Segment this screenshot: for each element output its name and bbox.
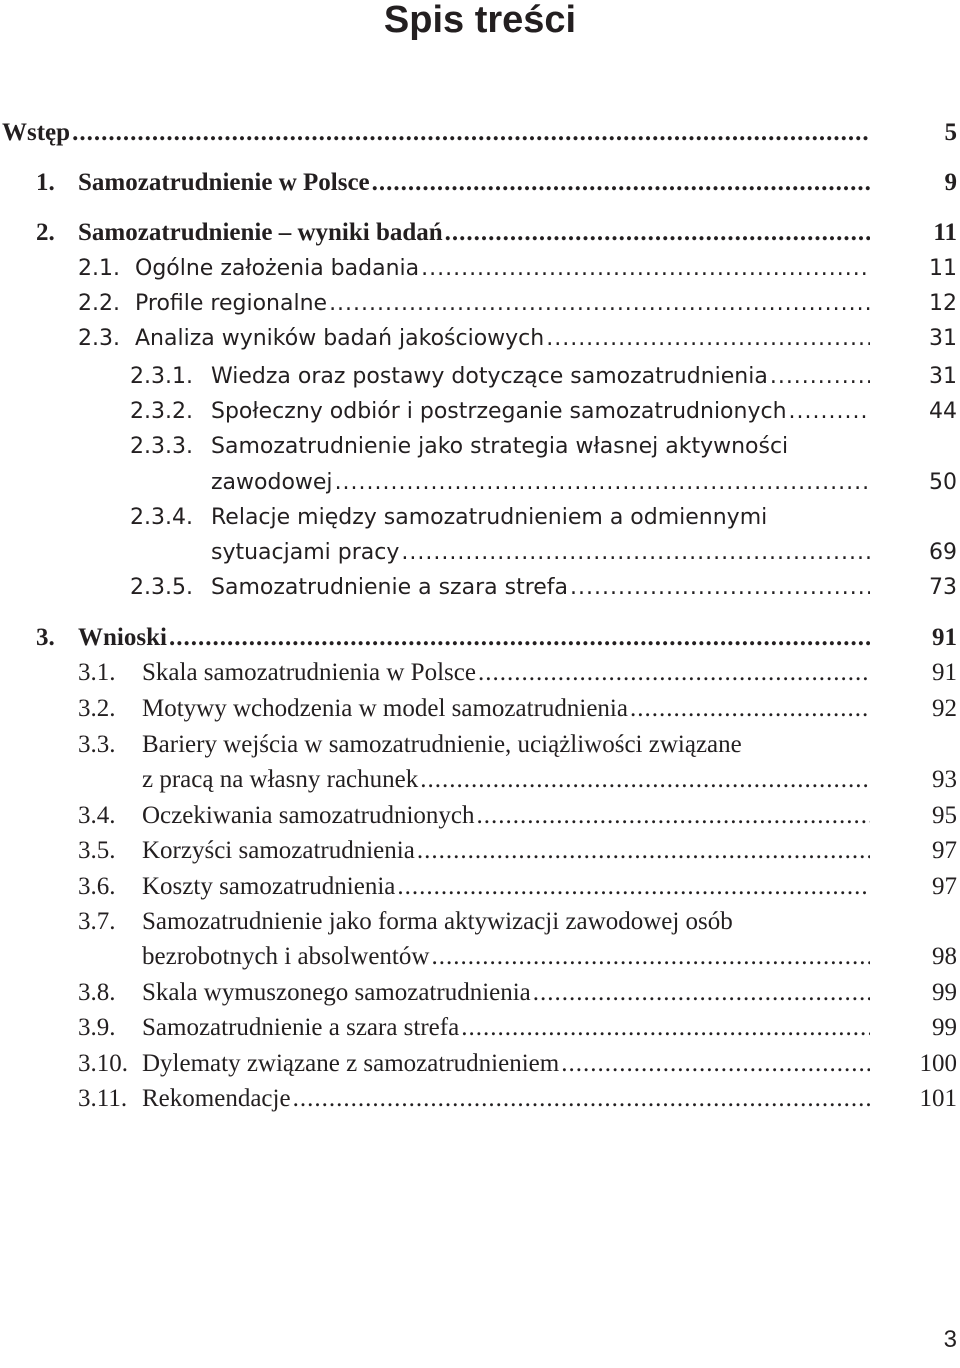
toc-entry-leader [142, 692, 870, 726]
toc-entry-continuation[interactable] [0, 536, 960, 570]
toc-entry-number: 3.10. [78, 1050, 128, 1077]
toc-entry[interactable] [0, 656, 960, 690]
toc-entry-page: 97 [932, 873, 957, 900]
toc-entry[interactable] [0, 287, 960, 321]
toc-entry-page: 11 [929, 256, 957, 281]
toc-entry-leader [142, 834, 870, 868]
toc-entry-number: 1. [36, 169, 55, 196]
toc-entry-continuation[interactable] [0, 466, 960, 500]
toc-entry[interactable] [0, 1047, 960, 1081]
toc-entry[interactable] [0, 621, 960, 655]
toc-entry[interactable] [0, 216, 960, 250]
toc-entry[interactable] [0, 322, 960, 356]
toc-entry-number: 3.1. [78, 659, 116, 686]
toc-entry-leader [142, 763, 870, 797]
toc-entry-number: 2.3.5. [130, 575, 193, 600]
toc-entry[interactable] [0, 116, 960, 150]
toc-entry-page: 93 [932, 766, 957, 793]
toc-entry-leader [2, 116, 870, 150]
toc-entry-leader [211, 360, 870, 394]
toc-entry-number: 3.9. [78, 1014, 116, 1041]
toc-entry-page: 91 [932, 624, 957, 651]
toc-entry-page: 11 [933, 219, 957, 246]
toc-entry-page: 92 [932, 695, 957, 722]
toc-entry-leader [142, 656, 870, 690]
toc-entry-page: 31 [929, 364, 957, 389]
toc-entry[interactable] [0, 834, 960, 868]
toc-entry-title: Profile regionalne [135, 291, 328, 316]
toc-entry-leader [78, 621, 870, 655]
toc-entry-title: Rekomendacje [142, 1085, 291, 1112]
toc-entry-continuation[interactable] [0, 763, 960, 797]
toc-entry[interactable] [0, 692, 960, 726]
toc-entry-page: 95 [932, 802, 957, 829]
toc-entry-title: Społeczny odbiór i postrzeganie samozatrudnionych [211, 399, 787, 424]
toc-entry-title: Oczekiwania samozatrudnionych [142, 802, 475, 829]
toc-entry-number: 2. [36, 219, 55, 246]
toc-entry-page: 44 [929, 399, 957, 424]
toc-entry-title: Samozatrudnienie jako forma aktywizacji zawodowej osób [142, 908, 733, 935]
toc-entry-title: Samozatrudnienie – wyniki badań [78, 219, 443, 246]
toc-entry-page: 100 [919, 1050, 957, 1077]
toc-entry-title-line2: z pracą na własny rachunek [142, 766, 419, 793]
toc-entry-title-line2: zawodowej [211, 470, 333, 495]
toc-entry[interactable] [0, 1082, 960, 1116]
toc-entry-title: Koszty samozatrudnienia [142, 873, 396, 900]
toc-entry-number: 3.7. [78, 908, 116, 935]
toc-entry-number: 2.3.2. [130, 399, 193, 424]
toc-entry-number: 3. [36, 624, 55, 651]
toc-entry-number: 2.3. [78, 326, 120, 351]
toc-entry-page: 9 [944, 169, 957, 196]
toc-entry-leader [142, 1047, 870, 1081]
toc-entry-page: 101 [919, 1085, 957, 1112]
toc-entry-title: Wiedza oraz postawy dotyczące samozatrudnienia [211, 364, 768, 389]
toc-entry-title: Relacje między samozatrudnieniem a odmiennymi [211, 505, 768, 530]
toc-entry-number: 3.2. [78, 695, 116, 722]
toc-entry-page: 97 [932, 837, 957, 864]
toc-entry-number: 2.1. [78, 256, 120, 281]
toc-entry-number: 3.8. [78, 979, 116, 1006]
toc-entry-leader [135, 252, 870, 286]
toc-entry-leader [211, 536, 870, 570]
toc-entry[interactable] [0, 360, 960, 394]
toc-entry-page: 99 [932, 1014, 957, 1041]
toc-entry-leader [135, 287, 870, 321]
toc-entry-page: 12 [929, 291, 957, 316]
toc-entry-leader [211, 571, 870, 605]
toc-entry-title: Samozatrudnienie a szara strefa [142, 1014, 460, 1041]
toc-entry[interactable] [0, 1011, 960, 1045]
toc-entry-leader [142, 1082, 870, 1116]
toc-entry[interactable] [0, 166, 960, 200]
toc-entry-title: Samozatrudnienie a szara strefa [211, 575, 569, 600]
toc-entry-title: Samozatrudnienie w Polsce [78, 169, 370, 196]
toc-entry-leader [142, 799, 870, 833]
toc-entry-number: 3.4. [78, 802, 116, 829]
page-number: 3 [943, 1326, 957, 1353]
toc-entry-title: Motywy wchodzenia w model samozatrudnienia [142, 695, 628, 722]
toc-entry-page: 5 [944, 119, 957, 146]
toc-entry-page: 69 [929, 540, 957, 565]
toc-entry-title: Korzyści samozatrudnienia [142, 837, 415, 864]
toc-entry-title: Ogólne założenia badania [135, 256, 420, 281]
toc-entry[interactable] [0, 728, 960, 762]
toc-entry[interactable] [0, 976, 960, 1010]
toc-entry-page: 98 [932, 943, 957, 970]
toc-entry-page: 31 [929, 326, 957, 351]
toc-entry[interactable] [0, 430, 960, 464]
toc-entry-leader [211, 395, 870, 429]
toc-entry-page: 73 [929, 575, 957, 600]
toc-entry-leader [78, 166, 870, 200]
toc-entry-page: 50 [929, 470, 957, 495]
toc-entry-title: Wstęp [2, 119, 71, 146]
toc-entry-leader [142, 870, 870, 904]
toc-entry-title: Analiza wyników badań jakościowych [135, 326, 545, 351]
toc-entry[interactable] [0, 252, 960, 286]
toc-entry-number: 3.6. [78, 873, 116, 900]
toc-entry-title: Bariery wejścia w samozatrudnienie, uciążliwości związane [142, 731, 742, 758]
toc-entry-title: Samozatrudnienie jako strategia własnej aktywności [211, 434, 789, 459]
toc-entry-leader [142, 1011, 870, 1045]
toc-entry[interactable] [0, 395, 960, 429]
toc-entry-number: 2.3.3. [130, 434, 193, 459]
toc-entry-number: 3.3. [78, 731, 116, 758]
toc-entry-title-line2: bezrobotnych i absolwentów [142, 943, 430, 970]
toc-entry-page: 91 [932, 659, 957, 686]
toc-entry[interactable] [0, 870, 960, 904]
toc-entry-title: Wnioski [78, 624, 167, 651]
toc-entry[interactable] [0, 799, 960, 833]
toc-entry-title-line2: sytuacjami pracy [211, 540, 400, 565]
toc-entry-title: Dylematy związane z samozatrudnieniem [142, 1050, 560, 1077]
toc-entry-leader [78, 216, 870, 250]
toc-entry-number: 2.2. [78, 291, 120, 316]
toc-entry-page: 99 [932, 979, 957, 1006]
page-title: Spis treści [383, 0, 577, 41]
toc-entry-leader [142, 976, 870, 1010]
toc-entry[interactable] [0, 501, 960, 535]
toc-entry-number: 3.11. [78, 1085, 128, 1112]
toc-entry-leader [211, 466, 870, 500]
toc-entry-number: 2.3.1. [130, 364, 193, 389]
toc-entry-number: 2.3.4. [130, 505, 193, 530]
toc-entry-continuation[interactable] [0, 940, 960, 974]
toc-entry-title: Skala wymuszonego samozatrudnienia [142, 979, 531, 1006]
toc-entry[interactable] [0, 571, 960, 605]
toc-entry-leader [142, 940, 870, 974]
toc-entry-leader [135, 322, 870, 356]
toc-entry[interactable] [0, 905, 960, 939]
toc-entry-number: 3.5. [78, 837, 116, 864]
toc-entry-title: Skala samozatrudnienia w Polsce [142, 659, 476, 686]
